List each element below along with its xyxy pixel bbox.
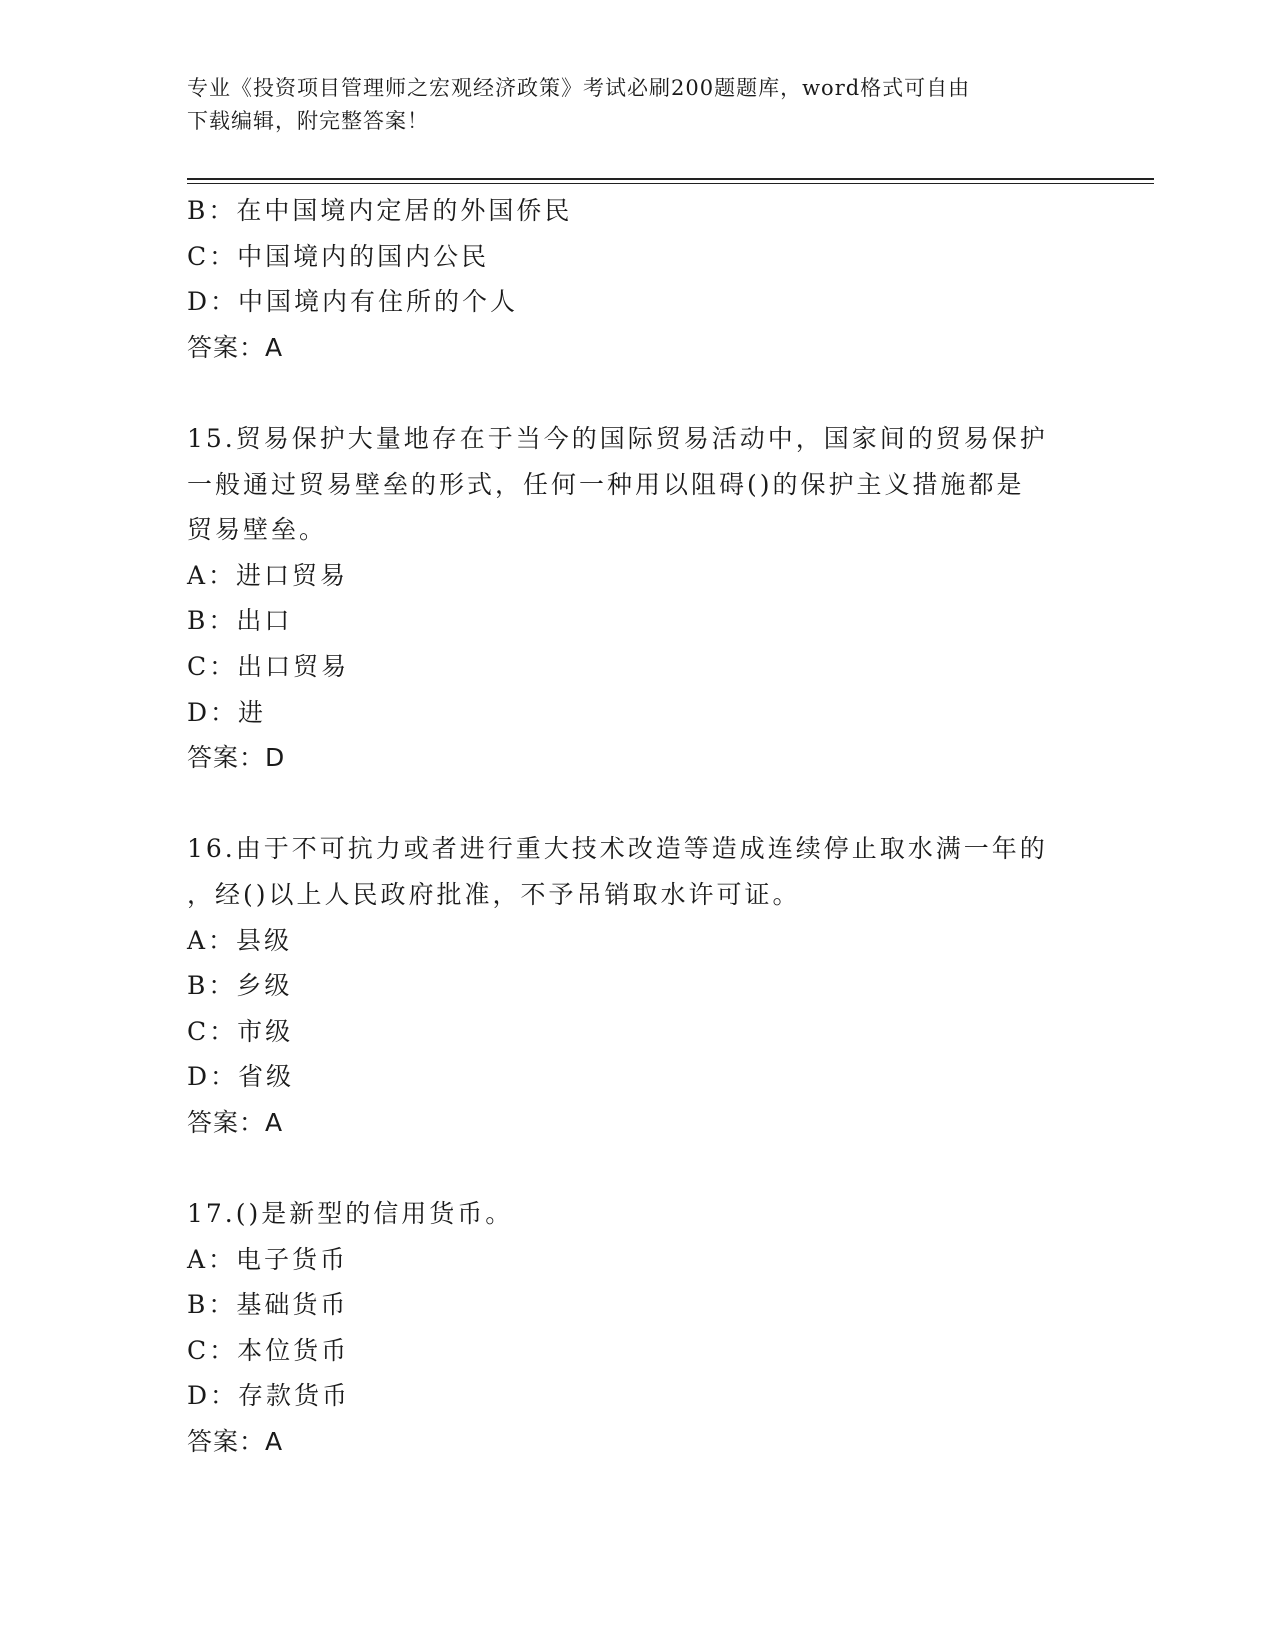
question-text [187,1191,1087,1237]
spacer [187,370,1087,416]
header-divider-thick [187,178,1154,180]
question-text-line: 贸易壁垒。 [187,515,328,545]
question-list [187,188,1087,1465]
answer-line: 答案：A [187,332,284,362]
option-d: D：存款货币 [187,1381,351,1411]
question-text [187,826,1087,917]
spacer [187,781,1087,827]
question-block-16 [187,826,1087,1145]
question-text [187,416,1087,553]
question-block-previous [187,188,1087,370]
question-block-17 [187,1191,1087,1465]
option-b: B：基础货币 [187,1290,349,1320]
spacer [187,1145,1087,1191]
option-a: A：进口贸易 [187,560,349,590]
answer-line: 答案：A [187,1107,284,1137]
option-b: B：出口 [187,606,293,636]
question-block-15 [187,416,1087,781]
option-d: D：进 [187,697,267,727]
option-b: B：乡级 [187,971,293,1001]
option-c: C：本位货币 [187,1335,350,1365]
header-line-2: 下载编辑，附完整答案！ [187,109,429,133]
option-a: A：县级 [187,925,293,955]
answer-line: 答案：D [187,743,286,773]
question-text-line: 15.贸易保护大量地存在于当今的国际贸易活动中，国家间的贸易保护 [187,423,1048,453]
option-c: C：市级 [187,1016,294,1046]
option-d: D：省级 [187,1062,295,1092]
answer-line: 答案：A [187,1427,284,1457]
option-c: C：中国境内的国内公民 [187,241,490,271]
header-divider-thin [187,183,1154,184]
option-a: A：电子货币 [187,1244,349,1274]
question-text-line: 17.()是新型的信用货币。 [187,1199,514,1229]
question-text-line: 16.由于不可抗力或者进行重大技术改造等造成连续停止取水满一年的 [187,834,1048,864]
question-text-line: ，经()以上人民政府批准，不予吊销取水许可证。 [187,879,801,909]
option-c: C：出口贸易 [187,651,350,681]
option-b: B：在中国境内定居的外国侨民 [187,196,573,225]
option-d: D：中国境内有住所的个人 [187,287,519,317]
question-text-line: 一般通过贸易壁垒的形式，任何一种用以阻碍()的保护主义措施都是 [187,469,1025,499]
document-header [187,72,1087,138]
header-line-1: 专业《投资项目管理师之宏观经济政策》考试必刷200题题库，word格式可自由 [187,76,971,100]
